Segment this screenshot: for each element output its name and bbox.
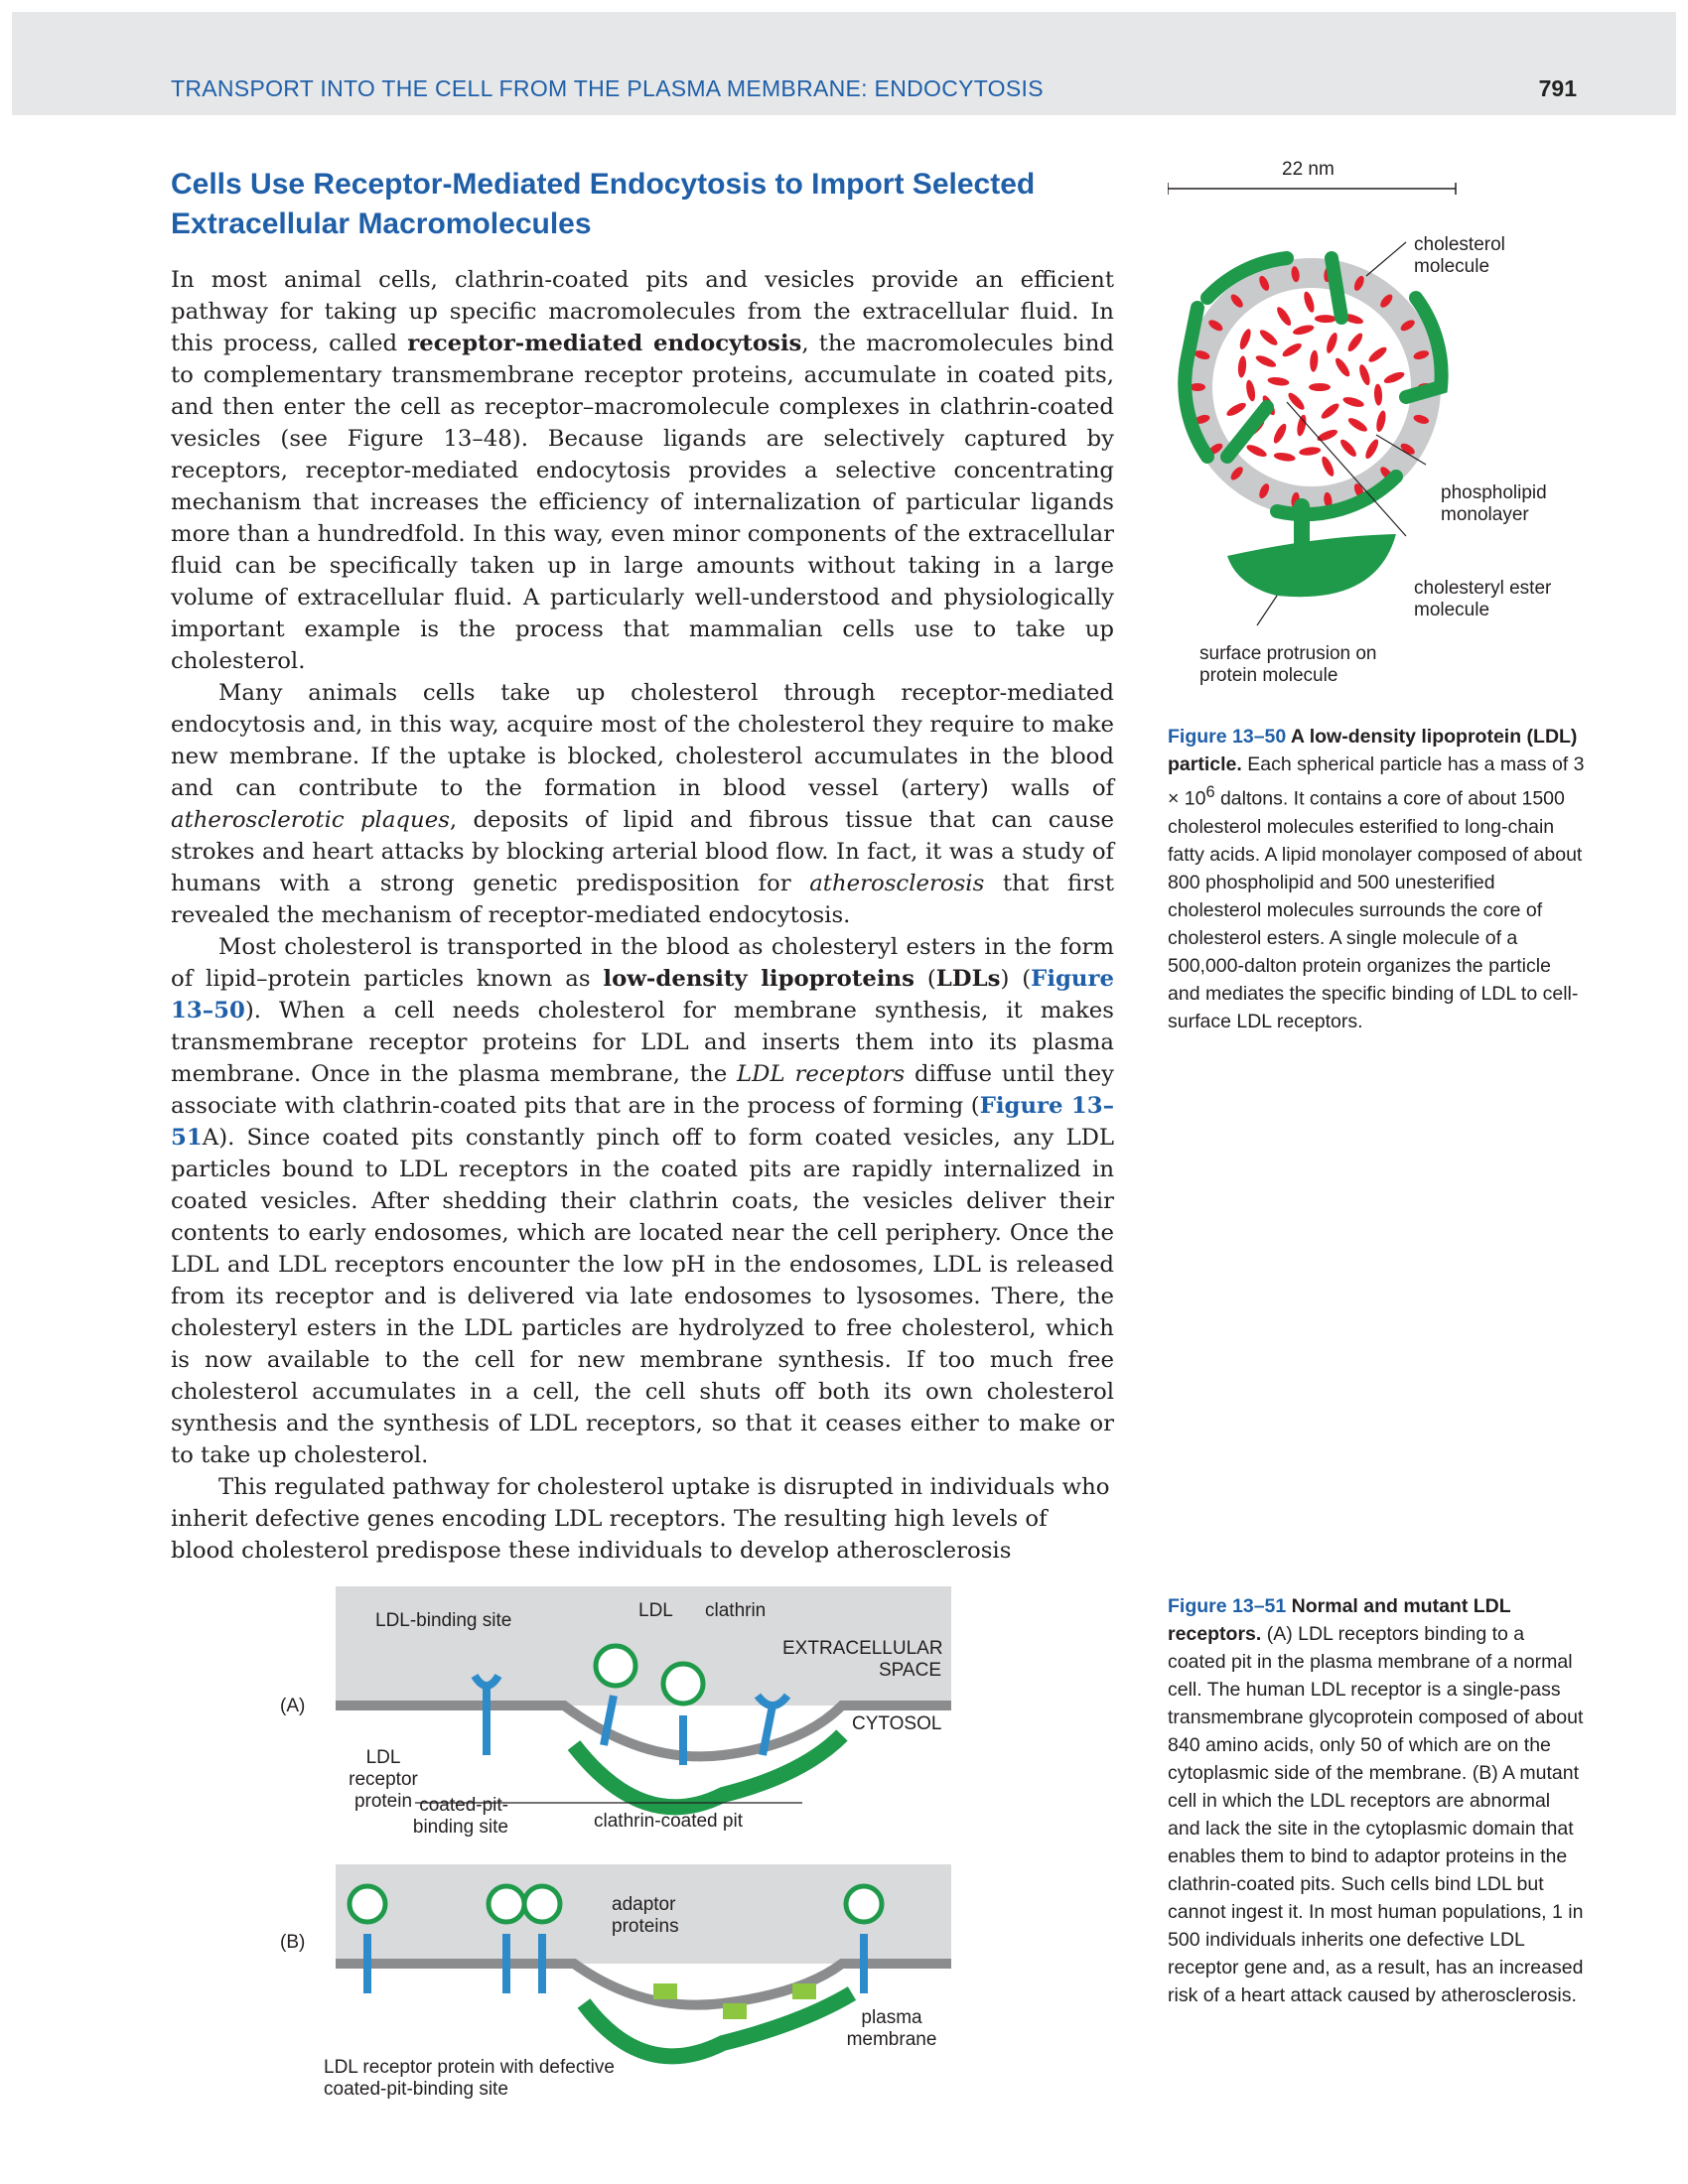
figure-13-51-label: Figure 13–51 [1168, 1595, 1287, 1617]
paragraph-3: Most cholesterol is transported in the blood as cholesteryl esters in the form of lipid–protein particles known as low-density lipoproteins (LDLs) (Figure 13–50). When a cell needs cholesterol for membrane synthesis, it makes transmembrane receptor proteins for LDL and inserts them into its plasma membrane. Once in the plasma membrane, the LDL receptors diffuse until they associate with clathrin-coated pits that are in the process of forming (Figure 13–51A). Since coated pits constantly pinch off to form coated vesicles, any LDL particles bound to LDL receptors in the coated pits are rapidly internalized in coated vesicles. After shedding their clathrin coats, the vesicles deliver their contents to early endosomes, which are located near the cell periphery. Once the LDL and LDL receptors encounter the low pH in the endosomes, LDL is released from its receptor and is delivered via late endosomes to lysosomes. There, the cholesteryl esters in the LDL particles are hydrolyzed to free cholesterol, which is now available to the cell for new membrane synthesis. If too much free cholesterol accumulates in a cell, the cell shuts off both its own cholesterol synthesis and the synthesis of LDL receptors, so that it ceases either to make or to take up cholesterol. [171, 934, 1115, 1468]
panel-b-label: (B) [280, 1932, 306, 1953]
paragraph-4: This regulated pathway for cholesterol uptake is disrupted in individuals who inherit defective genes encoding LDL receptors. The resulting high levels of blood cholesterol predispose these individuals to develop atherosclerosis [171, 1474, 1110, 1564]
figure-reference-13-51[interactable]: Figure 13–51 [171, 1093, 1114, 1151]
figure-13-50-label: Figure 13–50 [1168, 726, 1287, 748]
adaptor-label: adaptor proteins [612, 1894, 679, 1937]
figure-13-50 [1168, 159, 1585, 715]
adaptor-protein [653, 1983, 677, 1999]
key-term: low-density lipoproteins [603, 966, 914, 992]
page-number: 791 [1538, 75, 1577, 101]
coated-pit-binding-label: coated-pit-binding site [412, 1795, 508, 1838]
surface-protrusion [1227, 534, 1396, 597]
figure-reference-13-50[interactable]: Figure 13–50 [171, 966, 1115, 1024]
scale-label: 22 nm [1282, 159, 1335, 180]
plasma-membrane-label: plasma membrane [846, 2007, 937, 2050]
paragraph-2: Many animals cells take up cholesterol through receptor-mediated endocytosis and, in this way, acquire most of the cholesterol they require to make new membrane. If the uptake is blocked, cholesterol accumulates in the blood and can contribute to the formation in blood vessel (artery) walls of atherosclerotic plaques, deposits of lipid and fibrous tissue that can cause strokes and heart attacks by blocking arterial blood flow. In fact, it was a study of humans with a strong genetic predisposition for atherosclerosis that first revealed the mechanism of receptor-mediated endocytosis. [171, 680, 1115, 928]
ldl-binding-site-label: LDL-binding site [375, 1610, 512, 1631]
extracellular-label: EXTRACELLULAR SPACE [782, 1638, 943, 1681]
figure-13-51 [246, 1586, 981, 2113]
coated-pit-label: clathrin-coated pit [594, 1811, 743, 1832]
clathrin-label: clathrin [705, 1600, 767, 1621]
phospholipid-label: phospholipid monolayer [1441, 482, 1547, 525]
figure-13-50-caption: Figure 13–50 A low-density lipoprotein (LDL) particle. Each spherical particle has a mass of $3 \times 10^6$ daltons. It contains a core of about 1500 cholesterol molecules esterified to long-chain fatty acids. A lipid monolayer composed of about 800 phospholipid and 500 unesterified cholesterol molecules surrounds the core of cholesterol esters. A single molecule of a 500,000-dalton protein organizes the particle and mediates the specific binding of LDL to cell-surface LDL receptors. [1168, 726, 1585, 1032]
clathrin-coat-a [574, 1735, 842, 1807]
ldl-label: LDL [638, 1600, 673, 1621]
protrusion-label: surface protrusion on protein molecule [1199, 643, 1377, 686]
cytosol-label: CYTOSOL [852, 1713, 942, 1734]
cholesterol-label: cholesterol molecule [1414, 234, 1505, 277]
section-title: Cells Use Receptor-Mediated Endocytosis to Import Selected Extracellular Macromolecules [171, 168, 1036, 240]
receptor-protein-label: LDL receptor protein [349, 1747, 418, 1812]
panel-a-label: (A) [280, 1696, 306, 1716]
defective-receptor-label: LDL receptor protein with defective coated-pit-binding site [324, 2057, 615, 2100]
figure-13-51-caption: Figure 13–51 Normal and mutant LDL receptors. (A) LDL receptors binding to a coated pit in the plasma membrane of a normal cell. The human LDL receptor is a single-pass transmembrane glycoprotein composed of about 840 amino acids, only 50 of which are on the cytoplasmic side of the membrane. (B) A mutant cell in which the LDL receptors are abnormal and lack the site in the cytoplasmic domain that enables them to bind to adaptor proteins in the clathrin-coated pits. Such cells bind LDL but cannot ingest it. In most human populations, 1 in 500 individuals inherits one defective LDL receptor gene and, as a result, has an increased risk of a heart attack caused by atherosclerosis. [1168, 1595, 1584, 2006]
plasma-membrane-b [336, 1964, 951, 2005]
ester-label: cholesteryl ester molecule [1414, 578, 1552, 620]
running-head: TRANSPORT INTO THE CELL FROM THE PLASMA MEMBRANE: ENDOCYTOSIS [171, 75, 1044, 101]
paragraph-1: In most animal cells, clathrin-coated pits and vesicles provide an efficient pathway for taking up specific macromolecules from the extracellular fluid. In this process, called receptor-mediated endocytosis, the macromolecules bind to complementary transmembrane receptor proteins, accumulate in coated pits, and then enter the cell as receptor–macromolecule complexes in clathrin-coated vesicles (see Figure 13–48). Because ligands are selectively captured by receptors, receptor-mediated endocytosis provides a selective concentrating mechanism that increases the efficiency of internalization of particular ligands more than a hundredfold. In this way, even minor components of the extracellular fluid can be specifically taken up in large amounts without taking in a large volume of extracellular fluid. A particularly well-understood and physiologically important example is the process that mammalian cells use to take up cholesterol. [171, 267, 1114, 674]
cholesteryl-ester-molecule [1309, 383, 1331, 391]
cholesterol-molecule [1190, 383, 1205, 391]
body-text [171, 264, 1114, 1567]
key-term: receptor-mediated endocytosis [407, 331, 802, 356]
